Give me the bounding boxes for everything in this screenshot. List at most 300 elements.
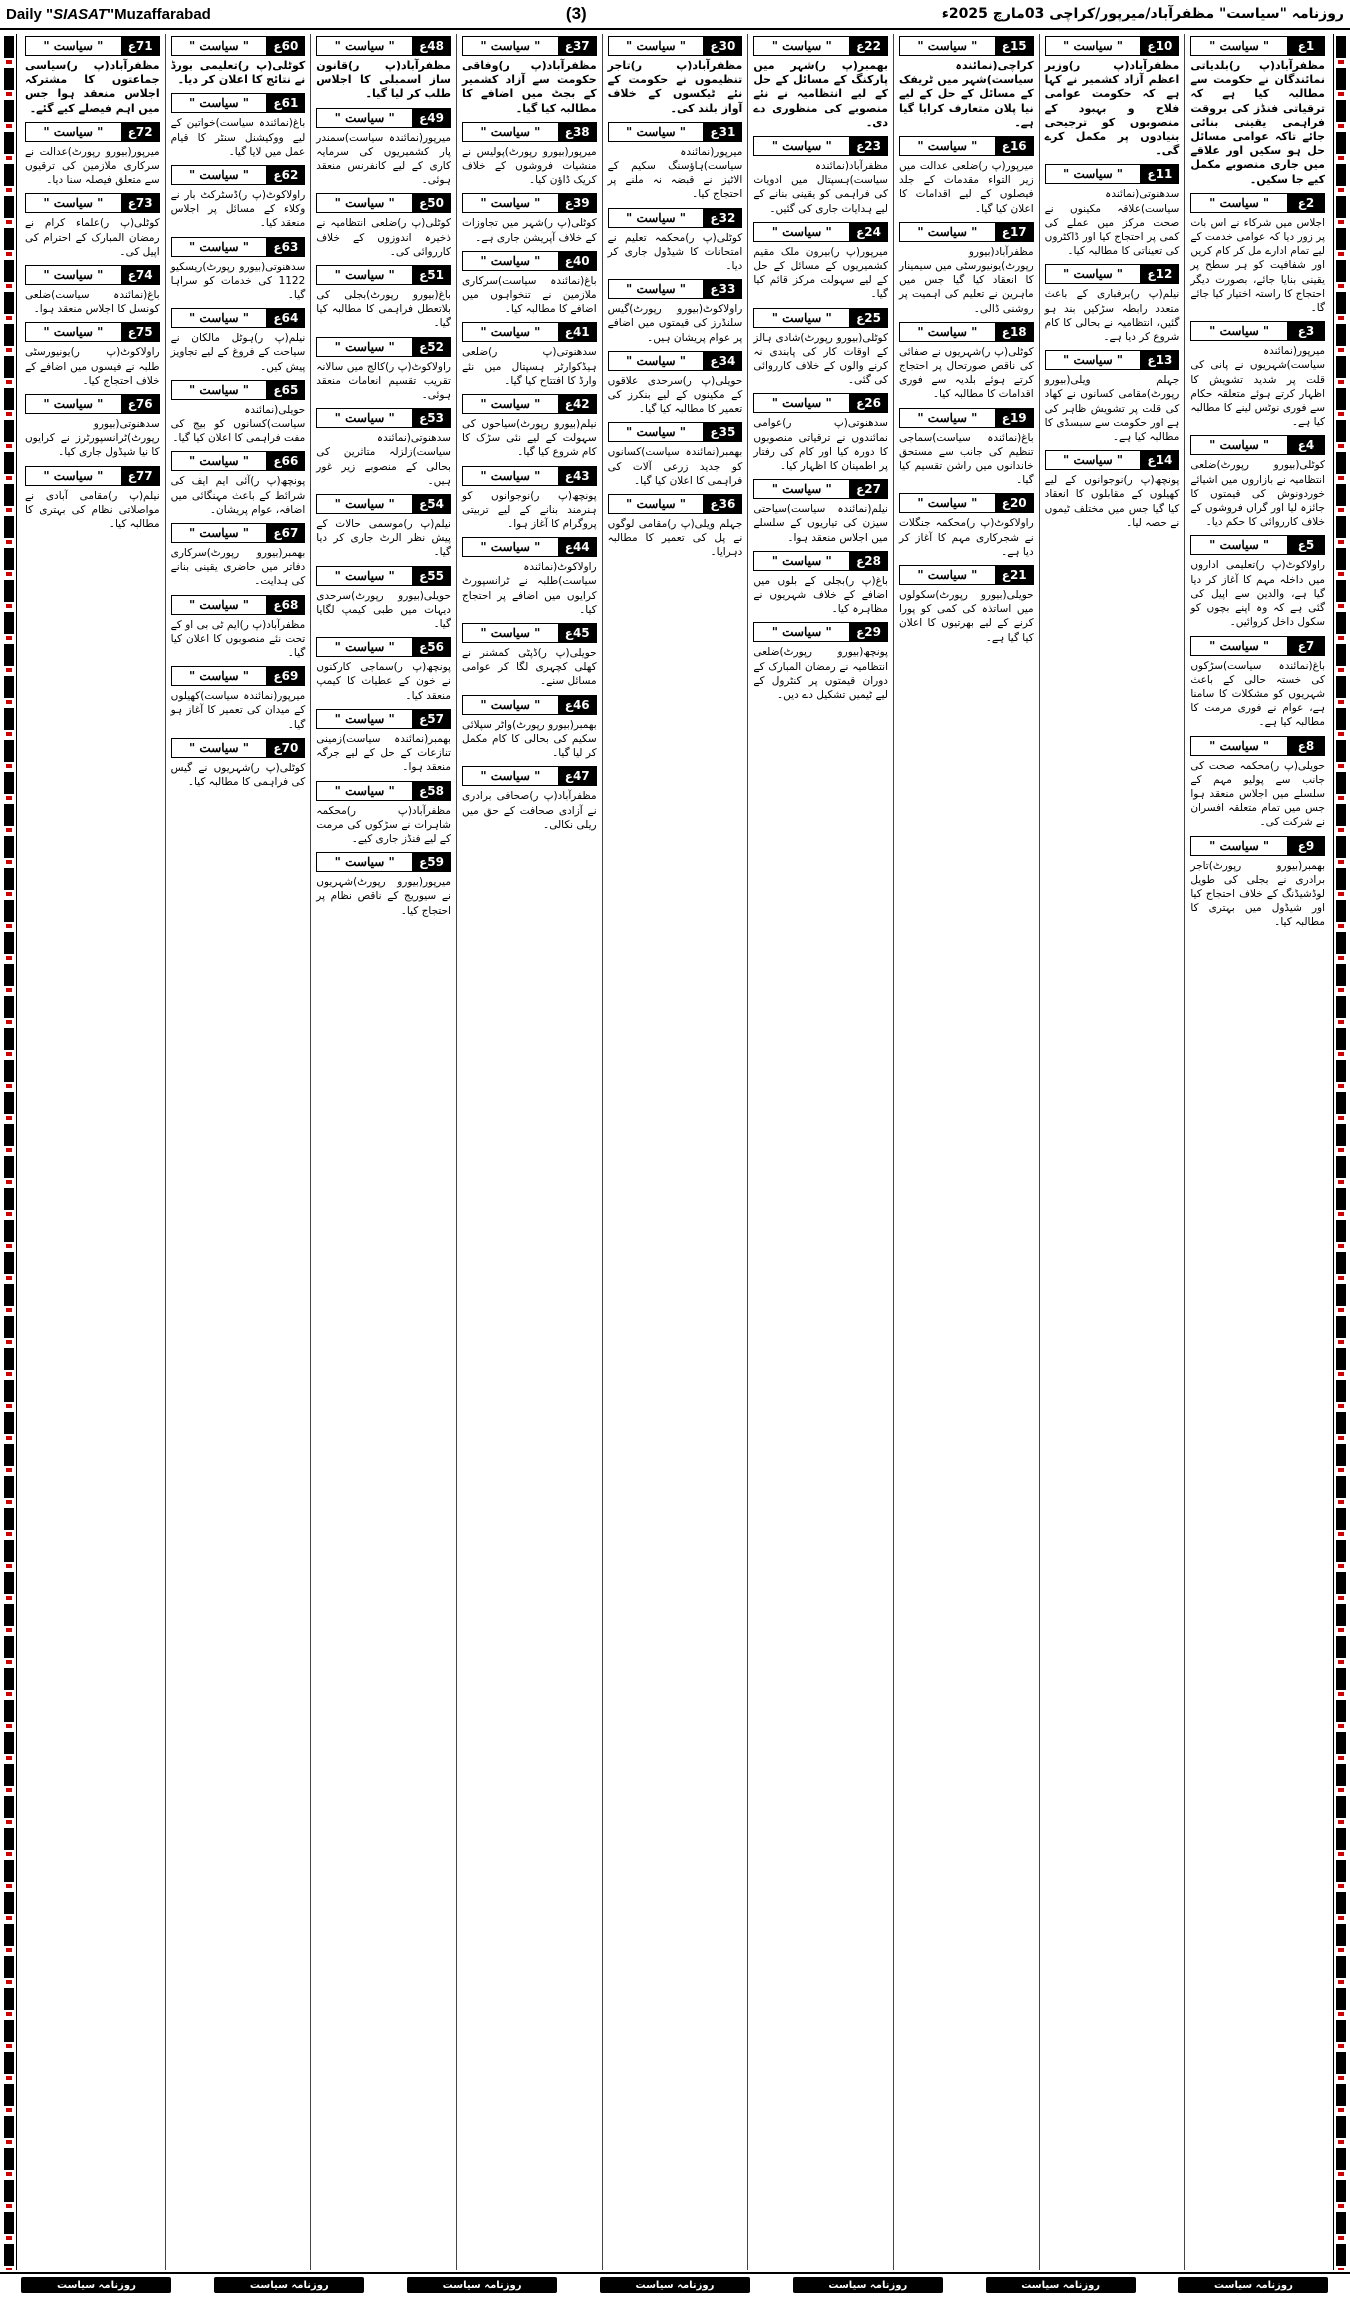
news-item[interactable] (316, 108, 451, 188)
news-item-body: میرپور(بیورو رپورٹ)پولیس نے منشیات فروشوں کے خلاف کریک ڈاؤن کیا۔ (461, 145, 597, 187)
news-item[interactable] (1190, 535, 1325, 629)
news-item-body: حویلی(پ ر)محکمہ صحت کی جانب سے پولیو مہم کے سلسلے میں اجلاس منعقد ہوا جس میں تمام متعلقہ افسران نے شرکت کی۔ (1190, 759, 1325, 829)
news-item-body: باغ(نمائندہ سیاست)سماجی تنظیم کی جانب سے مستحق خاندانوں میں راشن تقسیم کیا گیا۔ (898, 431, 1034, 487)
news-item-label: " سیاست " (1191, 322, 1288, 340)
strip-accent (1338, 188, 1344, 192)
news-item-label: " سیاست " (172, 309, 268, 327)
news-item-tag (462, 394, 597, 414)
news-item-tag (1190, 836, 1325, 856)
news-item[interactable] (316, 337, 451, 403)
news-item[interactable] (899, 408, 1034, 488)
news-item[interactable] (753, 222, 888, 302)
news-item-label: " سیاست " (172, 524, 268, 542)
news-item-body: نیلم(پ ر)برفباری کے باعث متعدد رابطہ سڑکیں بند ہو گئیں، انتظامیہ نے بحالی کا کام شروع کر دیا ہے۔ (1044, 288, 1180, 344)
news-item[interactable] (753, 36, 888, 130)
strip-block (4, 420, 14, 442)
news-item-label: " سیاست " (1191, 436, 1288, 454)
news-item-label: " سیاست " (1191, 536, 1288, 554)
news-item[interactable] (608, 351, 743, 417)
strip-block (1336, 2084, 1346, 2106)
news-item[interactable] (753, 393, 888, 473)
news-item-body: کوٹلی(پ ر)شہریوں نے صفائی کی ناقص صورتحال پر احتجاج کرتے ہوئے بلدیہ سے فوری اقدامات کا مطالبہ کیا۔ (898, 345, 1034, 401)
news-item[interactable] (753, 551, 888, 617)
news-item-number: 56ع (413, 638, 450, 656)
news-item-label: " سیاست " (900, 37, 996, 55)
strip-accent (6, 860, 12, 864)
news-item-tag (753, 308, 888, 328)
news-item[interactable] (171, 237, 306, 303)
news-item[interactable] (899, 322, 1034, 402)
news-item-label: " سیاست " (463, 538, 559, 556)
news-item-number: 27ع (850, 480, 887, 498)
news-item-body: راولاکوٹ(پ ر)ڈسٹرکٹ بار نے وکلاء کے مسائل پر اجلاس منعقد کیا۔ (170, 189, 306, 230)
strip-block (4, 388, 14, 410)
strip-block (4, 356, 14, 378)
strip-block (4, 964, 14, 986)
news-item[interactable] (25, 36, 160, 116)
news-item-body: پونچھ(بیورو رپورٹ)ضلعی انتظامیہ نے رمضان المبارک کے دوران قیمتوں پر کنٹرول کے لیے ٹیمیں تشکیل دے دیں۔ (753, 646, 888, 702)
news-item-number: 32ع (704, 209, 741, 227)
news-item-tag (316, 337, 451, 357)
news-item-tag (462, 466, 597, 486)
strip-accent (1338, 1372, 1344, 1376)
news-item-tag (608, 351, 743, 371)
strip-accent (1338, 476, 1344, 480)
strip-block (4, 516, 14, 538)
strip-block (1336, 772, 1346, 794)
news-item[interactable] (462, 193, 597, 244)
strip-accent (6, 92, 12, 96)
strip-accent (1338, 1404, 1344, 1408)
strip-block (4, 2244, 14, 2266)
news-item-number: 66ع (267, 452, 304, 470)
strip-accent (6, 2012, 12, 2016)
strip-block (1336, 260, 1346, 282)
footer-strip-segment: روزنامہ سیاست (407, 2277, 557, 2293)
news-item[interactable] (25, 322, 160, 388)
strip-accent (6, 892, 12, 896)
news-item-tag (316, 36, 451, 56)
news-item[interactable] (1190, 435, 1325, 529)
news-item[interactable] (462, 766, 597, 832)
news-item[interactable] (316, 781, 451, 847)
news-item-body: سدھنوتی(پ ر)عوامی نمائندوں نے ترقیاتی منصوبوں کا دورہ کیا اور کام کی رفتار پر اطمینان کا اظہار کیا۔ (753, 417, 888, 473)
news-item-number: 52ع (413, 338, 450, 356)
news-item-label: " سیاست " (26, 123, 122, 141)
news-item-tag (316, 781, 451, 801)
news-item[interactable] (462, 251, 597, 317)
news-item-number: 73ع (122, 194, 159, 212)
news-item-tag (1045, 450, 1180, 470)
news-item-label: " سیاست " (900, 323, 996, 341)
strip-accent (6, 1980, 12, 1984)
news-item[interactable] (608, 208, 743, 274)
news-item[interactable] (171, 380, 306, 446)
strip-accent (1338, 1532, 1344, 1536)
news-item-body: پونچھ(پ ر)نوجوانوں کو ہنرمند بنانے کے لیے تربیتی پروگرام کا آغاز ہوا۔ (461, 489, 597, 531)
news-item[interactable] (462, 537, 597, 617)
news-item[interactable] (462, 322, 597, 388)
news-item-label: " سیاست " (172, 166, 268, 184)
strip-accent (1338, 732, 1344, 736)
strip-block (1336, 1380, 1346, 1402)
news-item-body: میرپور(نمائندہ سیاست)سمندر پار کشمیریوں کی سرمایہ کاری کے لیے کانفرنس منعقد ہوئی۔ (316, 131, 451, 187)
strip-accent (6, 1820, 12, 1824)
news-item[interactable] (316, 408, 451, 488)
news-item-body: بھمبر(پ ر)شہر میں پارکنگ کے مسائل کے حل کے لیے انتظامیہ نے نئے منصوبے کی منظوری دے دی۔ (753, 59, 888, 129)
news-item[interactable] (171, 451, 306, 517)
strip-accent (6, 1436, 12, 1440)
news-item[interactable] (1045, 264, 1180, 344)
strip-block (4, 1028, 14, 1050)
news-item-number: 13ع (1141, 351, 1178, 369)
news-item[interactable] (171, 308, 306, 374)
strip-block (4, 2212, 14, 2234)
news-item-number: 22ع (850, 37, 887, 55)
news-item-body: حویلی(بیورو رپورٹ)سکولوں میں اساتذہ کی کمی کو پورا کرنے کے لیے بھرتیوں کا اعلان کیا گیا ہے۔ (898, 589, 1034, 644)
news-item-number: 19ع (996, 409, 1033, 427)
news-item[interactable] (25, 466, 160, 532)
news-item-tag (899, 36, 1034, 56)
news-item[interactable] (462, 623, 597, 689)
strip-accent (6, 124, 12, 128)
news-item[interactable] (171, 36, 306, 87)
news-item[interactable] (316, 265, 451, 331)
news-item-tag (1190, 435, 1325, 455)
news-item[interactable] (171, 165, 306, 231)
strip-block (1336, 1284, 1346, 1306)
strip-block (4, 1284, 14, 1306)
strip-block (1336, 132, 1346, 154)
strip-block (1336, 1124, 1346, 1146)
news-item[interactable] (171, 666, 306, 732)
strip-block (1336, 1892, 1346, 1914)
strip-block (1336, 1252, 1346, 1274)
news-item-number: 15ع (996, 37, 1033, 55)
strip-accent (1338, 412, 1344, 416)
news-item[interactable] (25, 122, 160, 188)
news-item-body: نیلم(بیورو رپورٹ)سیاحوں کی سہولت کے لیے نئی سڑک کا کام شروع کیا گیا۔ (461, 418, 597, 459)
news-item-label: " سیاست " (317, 853, 413, 871)
news-item-body: کوٹلی(پ ر)شہریوں نے گیس کی فراہمی کا مطالبہ کیا۔ (170, 761, 306, 789)
news-item-label: " سیاست " (463, 767, 559, 785)
news-item-number: 45ع (559, 624, 596, 642)
news-item-body: راولاکوٹ(پ ر)محکمہ جنگلات نے شجرکاری مہم کا آغاز کر دیا ہے۔ (898, 517, 1034, 558)
strip-block (1336, 2148, 1346, 2170)
strip-block (1336, 580, 1346, 602)
news-item[interactable] (608, 122, 743, 202)
news-item[interactable] (171, 738, 306, 789)
news-item-label: " سیاست " (1046, 37, 1142, 55)
strip-accent (1338, 348, 1344, 352)
strip-block (1336, 196, 1346, 218)
footer-strip-segment: روزنامہ سیاست (1178, 2277, 1328, 2293)
news-item[interactable] (1190, 193, 1325, 315)
strip-block (4, 1124, 14, 1146)
news-item-body: نیلم(پ ر)ہوٹل مالکان نے سیاحت کے فروغ کے لیے تجاویز پیش کیں۔ (170, 332, 306, 373)
news-item-number: 14ع (1141, 451, 1178, 469)
strip-block (4, 228, 14, 250)
strip-block (1336, 484, 1346, 506)
news-item-label: " سیاست " (317, 266, 413, 284)
news-item-label: " سیاست " (26, 37, 122, 55)
news-item-body: کوٹلی(بیورو رپورٹ)ضلعی انتظامیہ نے بازاروں میں اشیائے خوردونوش کی قیمتوں کا جائزہ لیا اور گراں فروشوں کے خلاف کارروائی کا حکم دیا۔ (1190, 459, 1325, 529)
news-item[interactable] (753, 479, 888, 545)
news-item-tag (899, 222, 1034, 242)
news-item[interactable] (1045, 450, 1180, 530)
strip-block (1336, 836, 1346, 858)
strip-block (4, 2084, 14, 2106)
news-item[interactable] (25, 394, 160, 460)
news-item-tag (171, 380, 306, 400)
strip-block (4, 484, 14, 506)
news-column (602, 34, 748, 2270)
news-item[interactable] (316, 494, 451, 560)
news-item-number: 34ع (704, 352, 741, 370)
news-item-tag (462, 36, 597, 56)
news-item-number: 5ع (1288, 536, 1324, 554)
news-item[interactable] (899, 222, 1034, 316)
strip-accent (6, 508, 12, 512)
strip-block (4, 772, 14, 794)
news-item[interactable] (1190, 321, 1325, 429)
strip-accent (1338, 540, 1344, 544)
news-item[interactable] (753, 136, 888, 216)
news-item[interactable] (1190, 636, 1325, 730)
news-item[interactable] (25, 193, 160, 259)
news-item-label: " سیاست " (1191, 837, 1288, 855)
news-item-tag (462, 322, 597, 342)
news-item-body: کوٹلی(پ ر)محکمہ تعلیم نے امتحانات کا شیڈول جاری کر دیا۔ (607, 231, 743, 273)
strip-accent (1338, 2140, 1344, 2144)
news-item[interactable] (608, 279, 743, 345)
masthead-english (6, 6, 211, 23)
news-item-body: کوٹلی(بیورو رپورٹ)شادی ہالز کے اوقات کار کی پابندی نہ کرنے والوں کے خلاف کارروائی کی گئی۔ (753, 331, 888, 387)
news-item-number: 75ع (122, 323, 159, 341)
strip-accent (6, 1244, 12, 1248)
news-item[interactable] (1190, 736, 1325, 830)
strip-block (4, 1700, 14, 1722)
news-item[interactable] (171, 523, 306, 589)
news-item[interactable] (1045, 164, 1180, 258)
strip-accent (1338, 444, 1344, 448)
strip-block (4, 804, 14, 826)
news-item[interactable] (899, 136, 1034, 216)
strip-accent (1338, 1180, 1344, 1184)
strip-accent (6, 1564, 12, 1568)
news-item-label: " سیاست " (26, 194, 122, 212)
news-item-number: 18ع (996, 323, 1033, 341)
news-item-body: راولاکوٹ(پ ر)کالج میں سالانہ تقریب تقسیم انعامات منعقد ہوئی۔ (316, 360, 451, 402)
strip-block (4, 36, 14, 58)
news-item-tag (316, 494, 451, 514)
strip-block (4, 644, 14, 666)
news-item-label: " سیاست " (317, 495, 413, 513)
news-item[interactable] (1190, 836, 1325, 930)
news-item-body: کوٹلی(پ ر)ضلعی انتظامیہ نے ذخیرہ اندوزوں کے خلاف کارروائی کی۔ (316, 217, 451, 258)
news-item-label: " سیاست " (463, 467, 559, 485)
news-item[interactable] (25, 265, 160, 316)
news-item-body: مظفرآباد(پ ر)بلدیاتی نمائندگان نے حکومت سے مطالبہ کیا ہے کہ ترقیاتی فنڈز کی بروقت فراہمی یقینی بنائی جائے تاکہ عوامی مسائل حل ہو سکیں اور علاقے میں جاری منصوبے مکمل کیے جا سکیں۔ (1190, 59, 1325, 186)
strip-accent (6, 156, 12, 160)
strip-block (1336, 1828, 1346, 1850)
strip-accent (6, 1084, 12, 1088)
strip-accent (6, 1596, 12, 1600)
news-item-body: مظفرآباد(پ ر)سیاسی جماعتوں کا مشترکہ اجلاس منعقد ہوا جس میں اہم فیصلے کیے گئے۔ (24, 59, 160, 115)
news-item-number: 35ع (704, 423, 741, 441)
strip-accent (6, 1148, 12, 1152)
news-item-tag (608, 422, 743, 442)
news-item[interactable] (608, 422, 743, 488)
strip-accent (1338, 1692, 1344, 1696)
news-item-number: 20ع (996, 494, 1033, 512)
news-item-tag (171, 451, 306, 471)
news-item[interactable] (753, 622, 888, 702)
news-item-body: حویلی(پ ر)ڈپٹی کمشنر نے کھلی کچہری لگا کر عوامی مسائل سنے۔ (461, 647, 597, 688)
strip-block (4, 740, 14, 762)
strip-block (1336, 548, 1346, 570)
news-item[interactable] (462, 394, 597, 460)
news-item-label: " سیاست " (317, 710, 413, 728)
strip-block (4, 1380, 14, 1402)
news-item-label: " سیاست " (317, 37, 413, 55)
news-item-body: حویلی(نمائندہ سیاست)کسانوں کو بیج کی مفت فراہمی کا اعلان کیا گیا۔ (170, 403, 306, 445)
news-item[interactable] (171, 595, 306, 661)
news-item-tag (171, 93, 306, 113)
news-item[interactable] (316, 852, 451, 918)
strip-pattern-right (1334, 34, 1348, 2270)
news-item-number: 26ع (850, 394, 887, 412)
news-item-tag (25, 122, 160, 142)
news-item-body: حویلی(پ ر)سرحدی علاقوں کے مکینوں کے لیے بنکرز کی تعمیر کا مطالبہ کیا گیا۔ (607, 374, 743, 416)
news-item-label: " سیاست " (172, 667, 268, 685)
news-item[interactable] (462, 466, 597, 532)
masthead-suffix: "Muzaffarabad (107, 5, 211, 23)
news-item-body: مظفرآباد(نمائندہ سیاست)ہسپتال میں ادویات کی فراہمی کو یقینی بنانے کے لیے ہدایات جاری کی گئیں۔ (753, 160, 888, 215)
news-item-body: سدھنوتی(بیورو رپورٹ)ٹرانسپورٹرز نے کرایوں کا نیا شیڈول جاری کیا۔ (24, 418, 160, 459)
news-item-number: 49ع (413, 109, 450, 127)
strip-block (1336, 964, 1346, 986)
news-item-tag (899, 493, 1034, 513)
news-item-body: پونچھ(پ ر)آئی ایم ایف کی شرائط کے باعث مہنگائی میں اضافہ، عوام پریشان۔ (170, 475, 306, 516)
page-header (0, 0, 1350, 30)
news-item-tag (1190, 736, 1325, 756)
strip-block (4, 2180, 14, 2202)
strip-accent (1338, 284, 1344, 288)
strip-block (1336, 1988, 1346, 2010)
strip-block (4, 1508, 14, 1530)
news-item[interactable] (608, 36, 743, 116)
news-item[interactable] (608, 494, 743, 560)
strip-accent (1338, 60, 1344, 64)
news-item[interactable] (316, 637, 451, 703)
news-item-number: 77ع (122, 467, 159, 485)
strip-block (1336, 1732, 1346, 1754)
news-item-tag (753, 551, 888, 571)
news-item[interactable] (1190, 36, 1325, 187)
news-item[interactable] (1045, 36, 1180, 158)
strip-block (4, 1476, 14, 1498)
strip-accent (6, 188, 12, 192)
strip-block (1336, 516, 1346, 538)
news-column (310, 34, 456, 2270)
news-item[interactable] (316, 566, 451, 632)
strip-block (1336, 644, 1346, 666)
news-item-label: " سیاست " (463, 37, 559, 55)
news-item[interactable] (171, 93, 306, 159)
news-item[interactable] (316, 193, 451, 259)
strip-accent (1338, 1788, 1344, 1792)
news-item-tag (899, 565, 1034, 585)
news-item-number: 58ع (413, 782, 450, 800)
news-item[interactable] (899, 565, 1034, 645)
news-item[interactable] (753, 308, 888, 388)
news-item[interactable] (899, 493, 1034, 559)
strip-accent (1338, 2236, 1344, 2240)
news-item-label: " سیاست " (317, 638, 413, 656)
strip-accent (1338, 1148, 1344, 1152)
news-item[interactable] (462, 122, 597, 188)
news-item-tag (899, 136, 1034, 156)
strip-block (4, 612, 14, 634)
news-item-body: باغ(نمائندہ سیاست)سرکاری ملازمین نے تنخواہوں میں اضافے کا مطالبہ کیا۔ (461, 274, 597, 316)
strip-accent (6, 1756, 12, 1760)
news-column (20, 34, 165, 2270)
news-item[interactable] (899, 36, 1034, 130)
strip-block (1336, 1604, 1346, 1626)
news-item-label: " سیاست " (463, 624, 559, 642)
strip-accent (6, 2076, 12, 2080)
strip-accent (6, 2204, 12, 2208)
news-item-tag (316, 193, 451, 213)
footer-strip-segment: روزنامہ سیاست (21, 2277, 171, 2293)
strip-accent (1338, 1084, 1344, 1088)
strip-block (4, 1892, 14, 1914)
news-item-tag (171, 595, 306, 615)
news-item-label: " سیاست " (754, 223, 850, 241)
news-item-tag (25, 322, 160, 342)
strip-accent (1338, 2172, 1344, 2176)
strip-block (4, 68, 14, 90)
footer-strip-segment: روزنامہ سیاست (214, 2277, 364, 2293)
news-item-tag (316, 637, 451, 657)
news-item-tag (1190, 535, 1325, 555)
news-item[interactable] (462, 695, 597, 761)
news-item-number: 2ع (1288, 194, 1324, 212)
news-item-tag (171, 165, 306, 185)
strip-accent (1338, 508, 1344, 512)
news-item-label: " سیاست " (1191, 37, 1288, 55)
news-item-tag (316, 108, 451, 128)
news-item-number: 24ع (850, 223, 887, 241)
news-item-number: 67ع (267, 524, 304, 542)
news-item[interactable] (462, 36, 597, 116)
strip-block (1336, 420, 1346, 442)
strip-accent (1338, 1436, 1344, 1440)
news-item[interactable] (316, 36, 451, 102)
strip-accent (1338, 2044, 1344, 2048)
strip-accent (1338, 2108, 1344, 2112)
strip-accent (1338, 1564, 1344, 1568)
news-item[interactable] (316, 709, 451, 775)
news-item-tag (316, 408, 451, 428)
news-item-label: " سیاست " (172, 452, 268, 470)
strip-block (1336, 388, 1346, 410)
news-item[interactable] (1045, 350, 1180, 444)
strip-accent (6, 1788, 12, 1792)
news-item-body: بھمبر(نمائندہ سیاست)کسانوں کو جدید زرعی آلات کی فراہمی کا اعلان کیا گیا۔ (607, 446, 743, 487)
news-item-number: 36ع (704, 495, 741, 513)
